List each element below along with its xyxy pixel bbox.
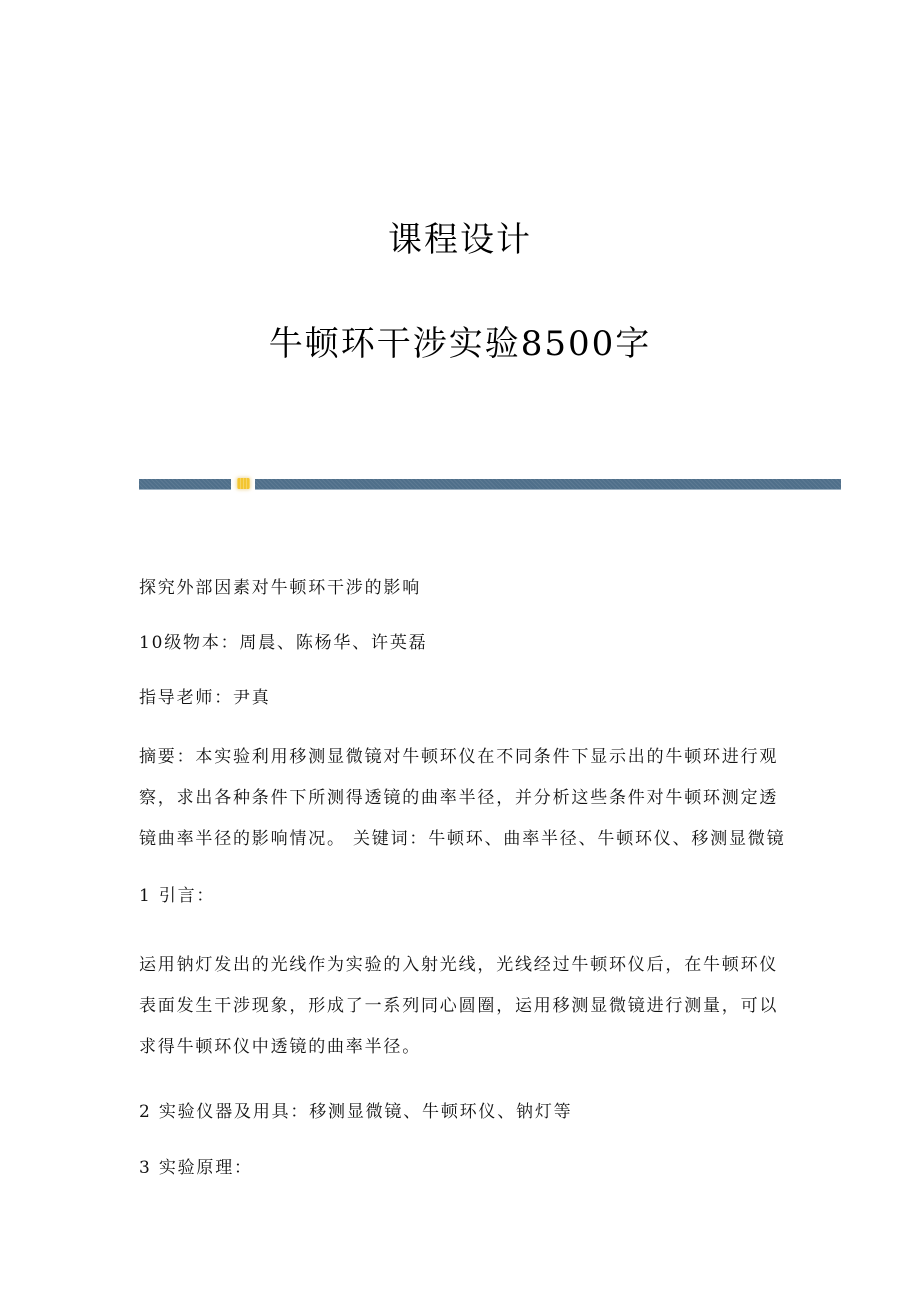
divider-marker-icon xyxy=(237,478,250,489)
section-1-heading xyxy=(139,876,789,917)
text-line: 运用钠灯发出的光线作为实验的入射光线，光线经过牛顿环仪后，在牛顿环仪 xyxy=(139,955,779,975)
text-line: 指导老师：尹真 xyxy=(139,688,271,708)
text-line: 10级物本：周晨、陈杨华、许英磊 xyxy=(139,633,428,653)
authors-line xyxy=(139,623,789,664)
text-line: 2 实验仪器及用具：移测显微镜、牛顿环仪、钠灯等 xyxy=(139,1102,573,1122)
text-line: 表面发生干涉现象，形成了一系列同心圆圈，运用移测显微镜进行测量，可以 xyxy=(139,996,779,1016)
text-line: 求得牛顿环仪中透镜的曲率半径。 xyxy=(139,1037,421,1057)
divider-bar-left xyxy=(139,479,231,489)
document-subtitle: 牛顿环干涉实验8500字 xyxy=(268,324,652,364)
text-line: 摘要：本实验利用移测显微镜对牛顿环仪在不同条件下显示出的牛顿环进行观 xyxy=(139,747,779,767)
text-line: 1 引言： xyxy=(139,886,216,906)
text-line: 察，求出各种条件下所测得透镜的曲率半径，并分析这些条件对牛顿环测定透 xyxy=(139,788,779,808)
section-1-body xyxy=(139,945,789,1068)
text-line: 探究外部因素对牛顿环干涉的影响 xyxy=(139,578,421,598)
divider-bar-right xyxy=(255,479,841,489)
text-line: 镜曲率半径的影响情况。 关键词：牛顿环、曲率半径、牛顿环仪、移测显微镜 xyxy=(139,829,786,849)
title-divider xyxy=(139,479,841,489)
topic-line xyxy=(139,568,789,609)
section-3-heading xyxy=(139,1148,789,1189)
document-title: 课程设计 xyxy=(388,220,532,260)
text-line: 3 实验原理： xyxy=(139,1158,253,1178)
abstract-paragraph xyxy=(139,737,789,860)
advisor-line xyxy=(139,678,789,719)
section-2-heading xyxy=(139,1092,789,1133)
